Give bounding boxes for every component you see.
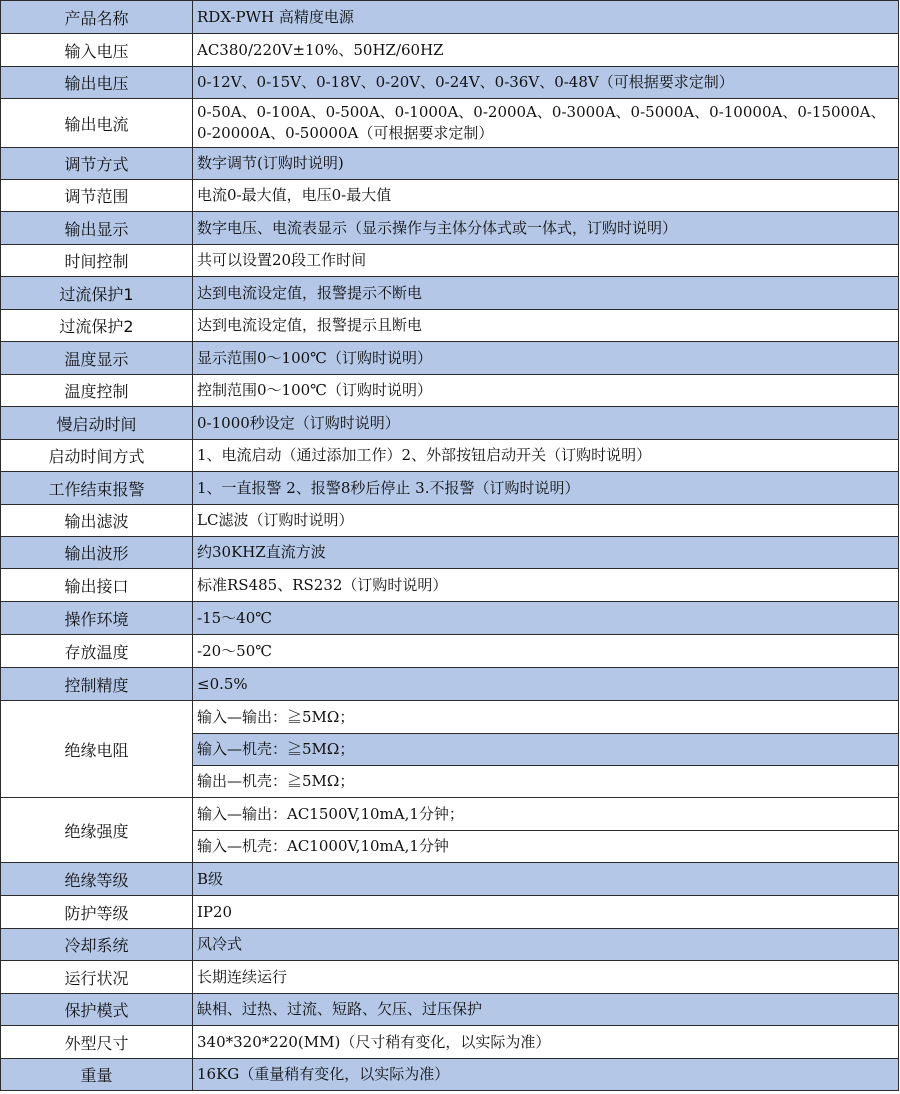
spec-label: 冷却系统 [1,929,193,961]
table-row [1,375,899,407]
table-row [1,896,899,929]
table-row [1,148,899,180]
spec-value: ≤0.5% [193,668,899,701]
spec-label: 输出显示 [1,212,193,245]
spec-label: 过流保护2 [1,310,193,342]
table-row [1,602,899,635]
spec-label: 工作结束报警 [1,472,193,505]
spec-value: 输入—输出：AC1500V,10mA,1分钟； [193,798,899,831]
table-row [1,212,899,245]
spec-value: 共可以设置20段工作时间 [193,245,899,277]
table-row [1,99,899,148]
spec-label: 运行状况 [1,961,193,994]
spec-label: 输出电压 [1,67,193,99]
spec-value: RDX-PWH 高精度电源 [193,1,899,34]
spec-value: 0-12V、0-15V、0-18V、0-20V、0-24V、0-36V、0-48V（可根据要求定制） [193,67,899,99]
spec-label: 启动时间方式 [1,440,193,472]
spec-value: B级 [193,863,899,896]
spec-value: 1、一直报警 2、报警8秒后停止 3.不报警（订购时说明） [193,472,899,505]
spec-label: 绝缘电阻 [1,701,193,798]
spec-value: 16KG（重量稍有变化，以实际为准） [193,1059,899,1091]
table-row [1,180,899,212]
table-row [1,635,899,668]
spec-value: -20～50℃ [193,635,899,668]
table-row [1,310,899,342]
table-row [1,1,899,34]
spec-label: 温度控制 [1,375,193,407]
spec-label: 过流保护1 [1,277,193,310]
spec-value: 输入—机壳：≧5MΩ； [193,734,899,766]
table-row [1,961,899,994]
spec-label: 输出接口 [1,569,193,602]
table-row [1,245,899,277]
spec-label: 调节范围 [1,180,193,212]
spec-label: 控制精度 [1,668,193,701]
table-row [1,505,899,537]
spec-value: 0-1000秒设定（订购时说明） [193,407,899,440]
table-row [1,569,899,602]
table-row [1,1026,899,1059]
table-row [1,34,899,67]
spec-value: 输出—机壳：≧5MΩ； [193,766,899,798]
spec-value: 输入—机壳：AC1000V,10mA,1分钟 [193,831,899,863]
spec-label: 产品名称 [1,1,193,34]
spec-label: 保护模式 [1,994,193,1026]
spec-value: 风冷式 [193,929,899,961]
spec-label: 温度显示 [1,342,193,375]
spec-label: 输入电压 [1,34,193,67]
spec-value: AC380/220V±10%、50HZ/60HZ [193,34,899,67]
table-row [1,994,899,1026]
spec-value: 0-50A、0-100A、0-500A、0-1000A、0-2000A、0-3000A、0-5000A、0-10000A、0-15000A、0-20000A、0-50000A（可根据要求定制） [193,99,899,148]
spec-value: 显示范围0～100℃（订购时说明） [193,342,899,375]
spec-value: 控制范围0～100℃（订购时说明） [193,375,899,407]
spec-value: 长期连续运行 [193,961,899,994]
spec-label: 调节方式 [1,148,193,180]
spec-label: 防护等级 [1,896,193,929]
spec-label: 输出滤波 [1,505,193,537]
spec-value: 达到电流设定值，报警提示不断电 [193,277,899,310]
spec-value: 缺相、过热、过流、短路、欠压、过压保护 [193,994,899,1026]
spec-value: 达到电流设定值，报警提示且断电 [193,310,899,342]
table-row [1,929,899,961]
spec-label: 输出波形 [1,537,193,569]
spec-value: 340*320*220(MM)（尺寸稍有变化，以实际为准） [193,1026,899,1059]
spec-value: LC滤波（订购时说明） [193,505,899,537]
spec-value: 标准RS485、RS232（订购时说明） [193,569,899,602]
spec-value: 数字电压、电流表显示（显示操作与主体分体式或一体式，订购时说明） [193,212,899,245]
table-row [1,668,899,701]
spec-label: 外型尺寸 [1,1026,193,1059]
table-row [1,342,899,375]
spec-label: 重量 [1,1059,193,1091]
spec-label: 操作环境 [1,602,193,635]
spec-label: 绝缘等级 [1,863,193,896]
spec-value: IP20 [193,896,899,929]
table-row [1,407,899,440]
spec-label: 输出电流 [1,99,193,148]
spec-label: 慢启动时间 [1,407,193,440]
spec-value: 数字调节(订购时说明) [193,148,899,180]
spec-value: 电流0-最大值，电压0-最大值 [193,180,899,212]
table-row [1,537,899,569]
spec-label: 时间控制 [1,245,193,277]
spec-value: -15～40℃ [193,602,899,635]
table-row [1,472,899,505]
table-row [1,440,899,472]
spec-value: 约30KHZ直流方波 [193,537,899,569]
table-row [1,1059,899,1091]
spec-label: 存放温度 [1,635,193,668]
table-row [1,277,899,310]
table-row [1,798,899,831]
table-row [1,67,899,99]
spec-value: 1、电流启动（通过添加工作）2、外部按钮启动开关（订购时说明） [193,440,899,472]
spec-label: 绝缘强度 [1,798,193,863]
table-row [1,701,899,734]
table-row [1,863,899,896]
spec-value: 输入—输出：≧5MΩ； [193,701,899,734]
